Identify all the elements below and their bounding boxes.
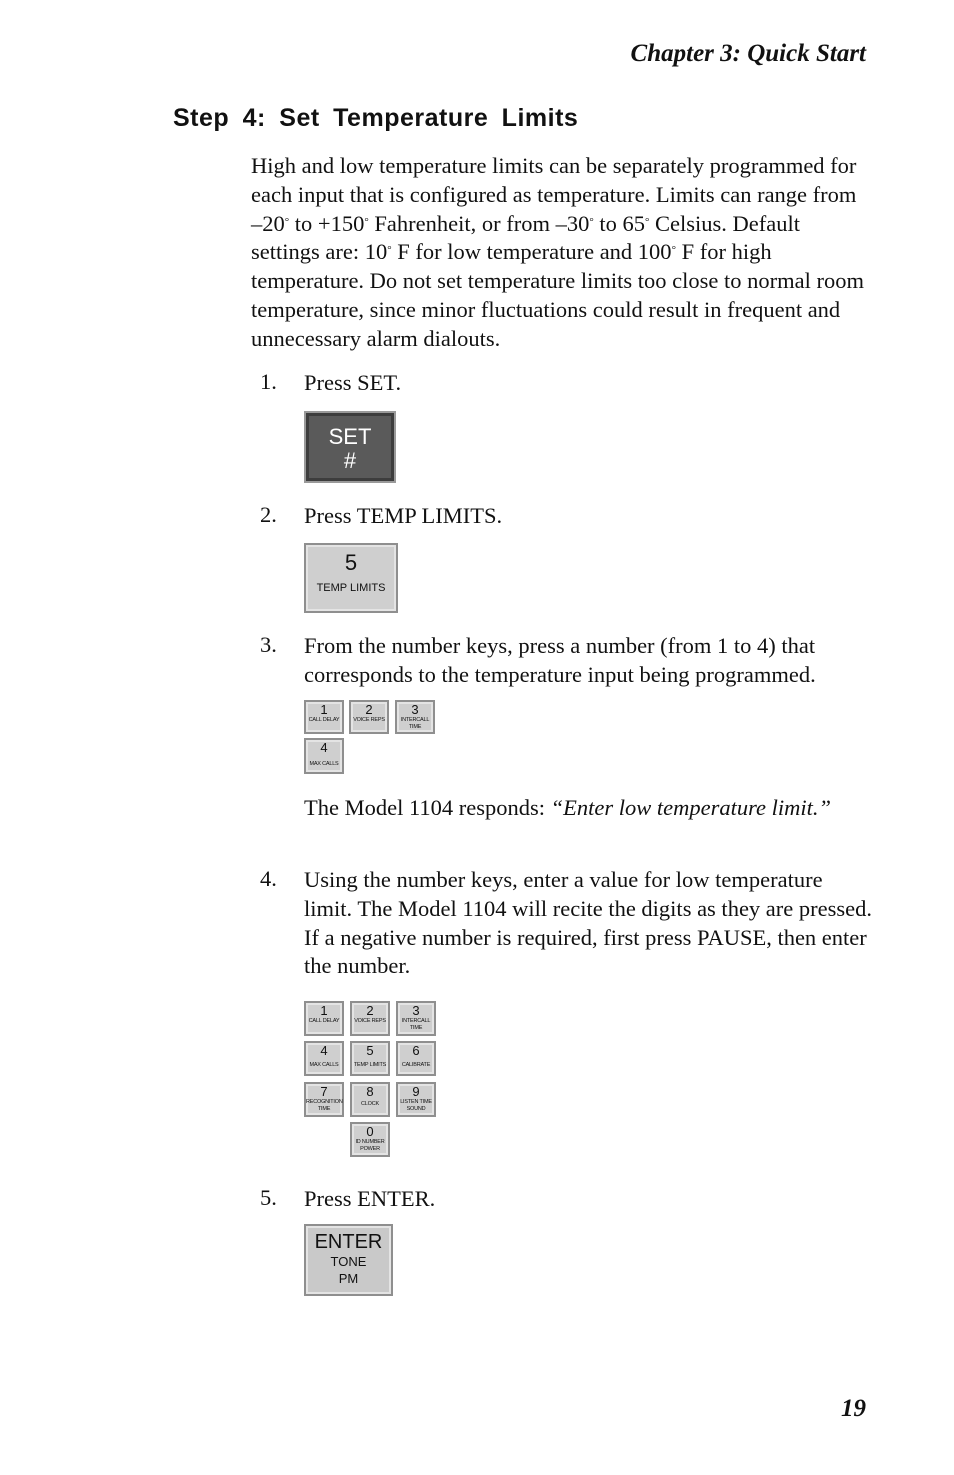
set-key-hash: # [343, 448, 357, 473]
step-text-3: From the number keys, press a number (from 1 to 4) that corresponds to the temperature input being programmed. [304, 633, 816, 687]
set-key-image [304, 411, 396, 483]
keypad-full-key-9: 9 LISTEN TIME SOUND [396, 1082, 436, 1117]
step-heading: Step 4: Set Temperature Limits [173, 104, 579, 132]
temp-limits-key-image [304, 543, 398, 613]
keypad-full-key-8: 8 CLOCK [350, 1082, 390, 1117]
enter-key-label: ENTER [314, 1231, 383, 1253]
keypad-full-key-5: 5 TEMP LIMITS [350, 1041, 390, 1076]
keypad-full-key-3: 3 INTERCALL TIME [396, 1001, 436, 1036]
keypad-full-key-2: 2 VOICE REPS [350, 1001, 390, 1036]
keypad-full-key-6: 6 CALIBRATE [396, 1041, 436, 1076]
set-key-label: SET [328, 424, 372, 449]
temp-limits-key-digit: 5 [344, 550, 358, 575]
model-response-text: The Model 1104 responds: “Enter low temperature limit.” [304, 795, 832, 820]
step-text-5: Press ENTER. [304, 1186, 436, 1211]
enter-key-pm: PM [338, 1271, 359, 1286]
keypad-full-key-4: 4 MAX CALLS [304, 1041, 344, 1076]
keypad-key-2: 2 VOICE REPS [349, 700, 389, 734]
step-number-4: 4. [260, 866, 277, 891]
page-number: 19 [841, 1395, 866, 1422]
chapter-header: Chapter 3: Quick Start [630, 40, 866, 67]
enter-key-image [304, 1224, 393, 1296]
step-number-1: 1. [260, 369, 277, 394]
step-number-3: 3. [260, 632, 277, 657]
keypad-key-1: 1 CALL DELAY [304, 700, 344, 734]
step-text-1: Press SET. [304, 370, 402, 395]
step-text-4: Using the number keys, enter a value for low temperature limit. The Model 1104 will recite the digits as they are pressed. If a negative number is required, first press PAUSE, then enter the number. [304, 867, 872, 979]
keypad-key-3: 3 INTERCALL TIME [395, 700, 435, 734]
step-number-2: 2. [260, 502, 277, 527]
intro-paragraph: High and low temperature limits can be separately programmed for each input that is configured as temperature. Limits can range from –20° to +150° Fahrenheit, or from –30° to 65° Celsius. Default settings are: 10° F for low temperature and 100° F for high temperature. Do not set temperature limits too close to normal room temperature, since minor fluctuations could result in frequent and unnecessary alarm dialouts. [251, 153, 864, 351]
step-text-2: Press TEMP LIMITS. [304, 503, 503, 528]
keypad-full-key-0: 0 ID NUMBER POWER [350, 1122, 390, 1157]
keypad-full-key-7: 7 RECOGNITION TIME [304, 1082, 344, 1117]
enter-key-tone: TONE [330, 1254, 367, 1269]
keypad-full-key-1: 1 CALL DELAY [304, 1001, 344, 1036]
step-number-5: 5. [260, 1185, 277, 1210]
keypad-key-4: 4 MAX CALLS [304, 738, 344, 774]
temp-limits-key-label: TEMP LIMITS [316, 582, 386, 594]
